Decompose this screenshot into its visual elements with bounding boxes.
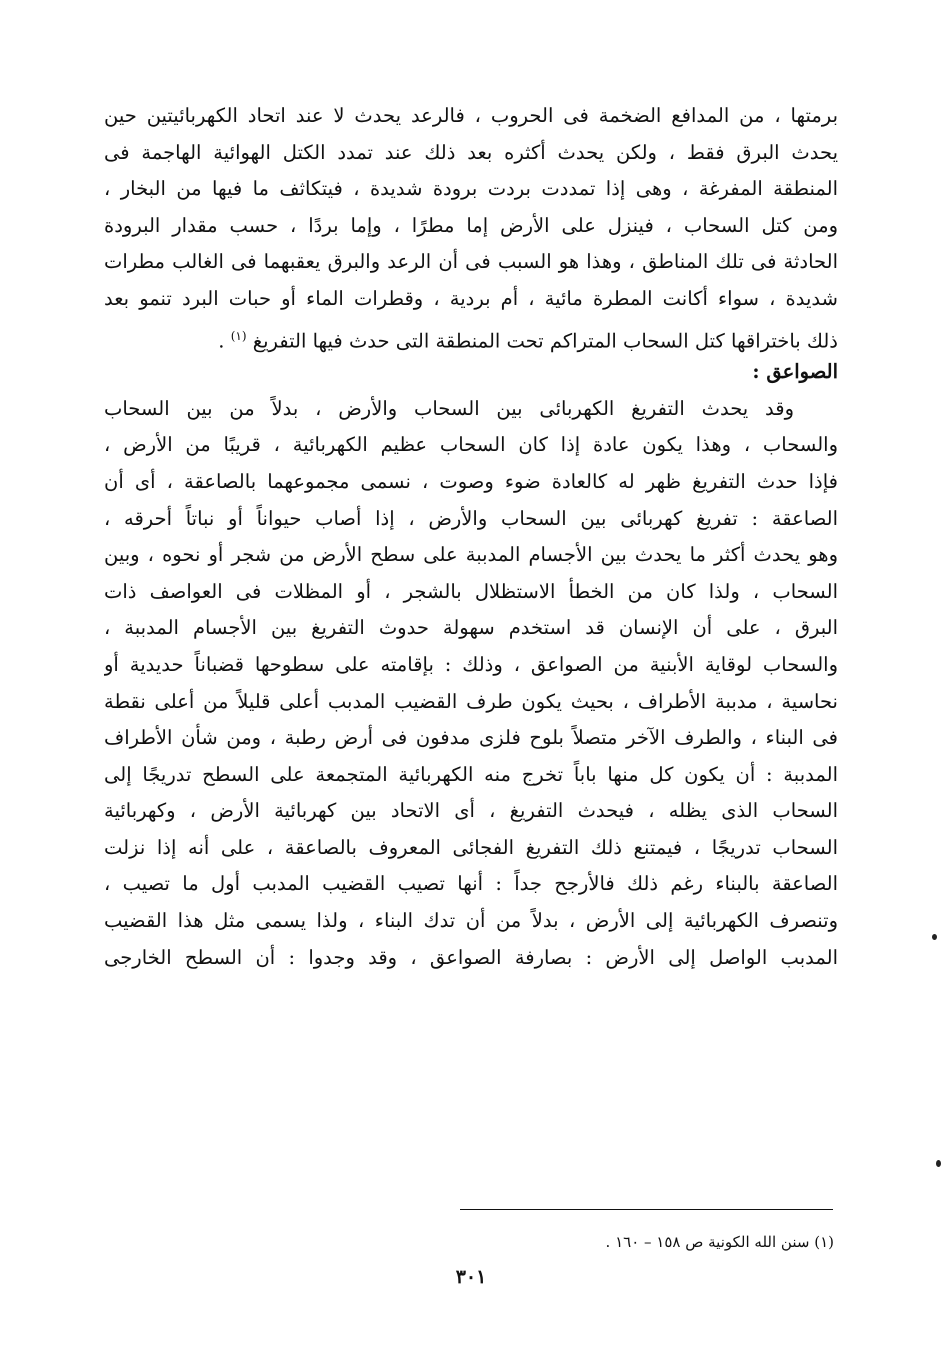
text-line: الصاعقة : تفريغ كهربائى بين السحاب والأرض ، إذا أصاب حيواناً أو نباتاً أحرقه ، — [104, 506, 838, 530]
text-line: الحادثة فى تلك المناطق ، وهذا هو السبب فى أن الرعد والبرق يعقبهما فى الغالب مطرات — [104, 250, 838, 274]
text-line: وهو يحدث أكثر ما يحدث بين الأجسام المدببة على سطح الأرض من شجر أو نحوه ، وبين — [104, 543, 838, 567]
text-line-content: ذلك باختراقها كتل السحاب المتراكم تحت المنطقة التى حدث فيها التفريغ — [252, 329, 838, 353]
scan-speck — [936, 1160, 941, 1167]
line-end-punctuation: . — [218, 329, 231, 353]
text-line: يحدث البرق فقط ، ولكن يحدث أكثره بعد ذلك عند تمدد الكتل الهوائية الهاجمة فى — [104, 140, 838, 164]
text-line: فإذا حدث التفريغ ظهر له كالعادة ضوء وصوت ، نسمى مجموعهما بالصاعقة ، أى أن — [104, 469, 838, 493]
text-line: السحاب الذى يظله ، فيحدث التفريغ ، أى الاتحاد بين كهربائية الأرض ، وكهربائية — [104, 799, 838, 823]
text-line: شديدة ، سواء أكانت المطرة مائية ، أم بردية ، وقطرات الماء أو حبات البرد تنمو بعد — [104, 286, 838, 310]
footnote-divider — [460, 1209, 833, 1210]
section-heading: الصواعق : — [752, 360, 838, 384]
text-line: السحاب تدريجًا ، فيمتنع ذلك التفريغ الفجائى المعروف بالصاعقة ، على أنه إذا نزلت — [104, 835, 838, 859]
text-line: والسحاب ، وهذا يكون عادة إذا كان السحاب عظيم الكهربائية ، قريبًا من الأرض ، — [104, 433, 838, 457]
text-line: وقد يحدث التفريغ الكهربائى بين السحاب والأرض ، بدلاً من بين السحاب — [104, 396, 794, 420]
page-number: ٣٠١ — [455, 1266, 487, 1288]
scan-speck — [932, 934, 937, 940]
paragraph-2 — [104, 391, 838, 977]
footnote: (١) سنن الله الكونية ص ١٥٨ – ١٦٠ . — [605, 1233, 834, 1251]
text-line: السحاب ، ولذا كان من الخطأ الاستظلال بالشجر ، أو المظلات فى العواصف ذات — [104, 579, 838, 603]
text-line: وتنصرف الكهربائية إلى الأرض ، بدلاً من أن تدك البناء ، ولذا يسمى مثل هذا القضيب — [104, 909, 838, 933]
paragraph-1 — [104, 98, 838, 354]
text-line: برمتها ، من المدافع الضخمة فى الحروب ، فالرعد يحدث لا عند اتحاد الكهربائيتين حين — [104, 104, 838, 127]
text-line: والسحاب لوقاية الأبنية من الصواعق ، وذلك : بإقامته على سطوحها قضباناً حديدية أو — [104, 652, 838, 676]
text-line: المدببة : أن يكون كل منها باباً تخرج منه الكهربائية المتجمعة على السطح تدريجًا إلى — [104, 762, 838, 786]
text-line: المدبب الواصل إلى الأرض : بصارفة الصواعق ، وقد وجدوا : أن السطح الخارجى — [104, 945, 838, 969]
page-body — [104, 98, 838, 976]
footnote-reference: (١) — [230, 328, 247, 343]
text-line: المنطقة المفرغة ، وهى إذا تمددت بردت برودة شديدة ، فيتكاثف ما فيها من البخار ، — [104, 177, 838, 201]
text-line: ومن كتل السحاب ، فينزل على الأرض إما مطرًا ، وإما بردًا ، حسب مقدار البرودة — [104, 213, 838, 237]
text-line: نحاسية ، مدببة الأطراف ، بحيث يكون طرف القضيب المدبب أعلى قليلاً من أعلى نقطة — [104, 689, 838, 713]
text-line: الصاعقة بالبناء رغم ذلك فالأرجح جداً : أنها تصيب القضيب المدبب أول ما تصيب ، — [104, 872, 838, 896]
text-line — [104, 318, 838, 355]
text-line: فى البناء ، والطرف الآخر متصلاً بلوح فلزى مدفون فى أرض رطبة ، ومن شأن الأطراف — [104, 726, 838, 750]
text-line: البرق ، على أن الإنسان قد استخدم سهولة حدوث التفريغ بين الأجسام المدببة ، — [104, 616, 838, 640]
